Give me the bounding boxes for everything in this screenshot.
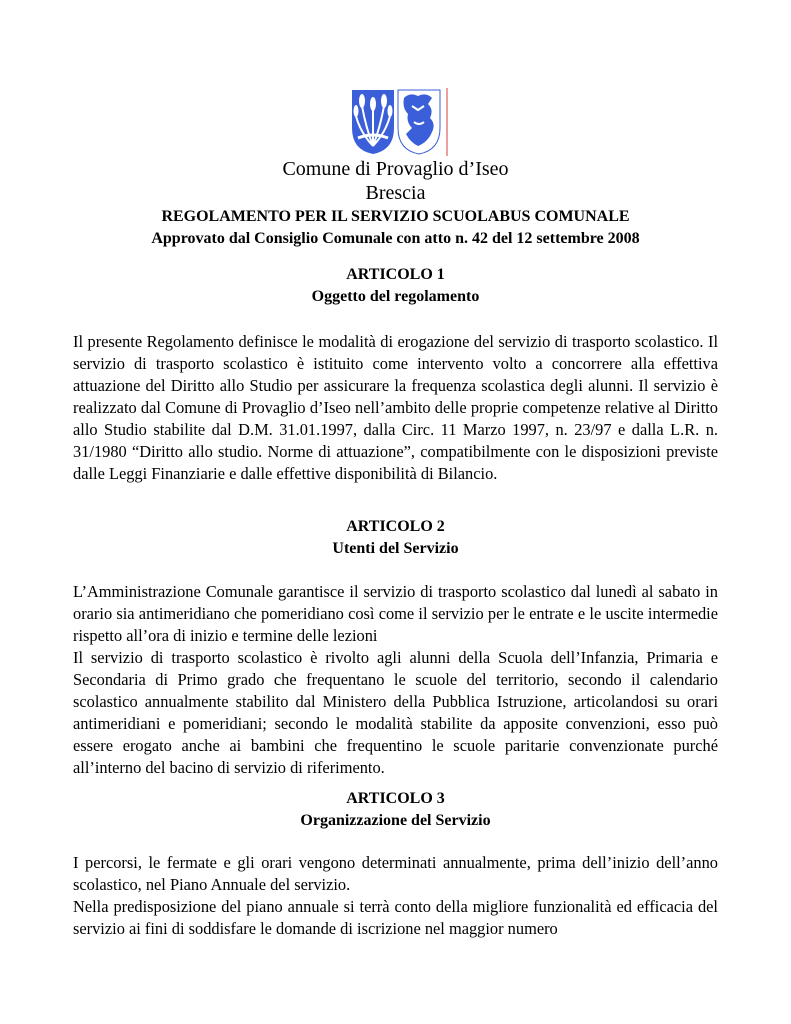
approval-note: Approvato dal Consiglio Comunale con atto n. 42 del 12 settembre 2008 xyxy=(151,230,640,247)
article-3-paragraph-1: I percorsi, le fermate e gli orari vengono determinati annualmente, prima dell’inizio dell’anno scolastico, nel Piano Annuale del servizio. xyxy=(73,853,718,894)
article-1-body xyxy=(73,331,718,485)
town-name: Comune di Provaglio d’Iseo xyxy=(282,158,509,180)
municipal-coat-of-arms-icon xyxy=(348,88,450,156)
article-2-body xyxy=(73,581,718,779)
article-3-paragraph-2: Nella predisposizione del piano annuale si terrà conto della migliore funzionalità ed efficacia del servizio ai fini di soddisfare le domande di iscrizione nel maggior numero xyxy=(73,897,718,938)
article-3-body xyxy=(73,852,718,940)
article-2-paragraph-2: Il servizio di trasporto scolastico è rivolto agli alunni della Scuola dell’Infanzia, Primaria e Secondaria di Primo grado che frequentano le scuole del territorio, secondo il calendario scolastico annualmente stabilito dal Ministero della Pubblica Istruzione, articolandosi su orari antimeridiani e pomeridiani; secondo le modalità stabilite da apposite convenzioni, esso può essere erogato anche ai bambini che frequentino le scuole paritarie convenzionate purché all’interno del bacino di servizio di riferimento. xyxy=(73,648,718,777)
article-2-number: ARTICOLO 2 xyxy=(346,518,445,535)
document-title: REGOLAMENTO PER IL SERVIZIO SCUOLABUS COMUNALE xyxy=(161,208,630,225)
article-1-paragraph-1: Il presente Regolamento definisce le modalità di erogazione del servizio di trasporto scolastico. Il servizio di trasporto scolastico è istituito come intervento volto a concorrere alla effettiva attuazione del Diritto allo Studio per assicurare la frequenza scolastica degli alunni. Il servizio è realizzato dal Comune di Provaglio d’Iseo nell’ambito delle proprie competenze relative al Diritto allo Studio stabilite dal D.M. 31.01.1997, dalla Circ. 11 Marzo 1997, n. 23/97 e dalla L.R. n. 31/1980 “Diritto allo studio. Norme di attuazione”, compatibilmente con le disposizioni previste dalle Leggi Finanziarie e dalle effettive disponibilità di Bilancio. xyxy=(73,332,718,483)
article-3-number: ARTICOLO 3 xyxy=(346,790,445,807)
province-name: Brescia xyxy=(365,182,426,204)
article-2-paragraph-1: L’Amministrazione Comunale garantisce il servizio di trasporto scolastico dal lunedì al sabato in orario sia antimeridiano che pomeridiano così come il servizio per le entrate e le uscite intermedie rispetto all’ora di inizio e termine delle lezioni xyxy=(73,582,718,645)
article-1-number: ARTICOLO 1 xyxy=(346,266,445,283)
article-3-subject: Organizzazione del Servizio xyxy=(300,812,491,829)
article-1-subject: Oggetto del regolamento xyxy=(311,288,480,305)
article-2-subject: Utenti del Servizio xyxy=(332,540,459,557)
